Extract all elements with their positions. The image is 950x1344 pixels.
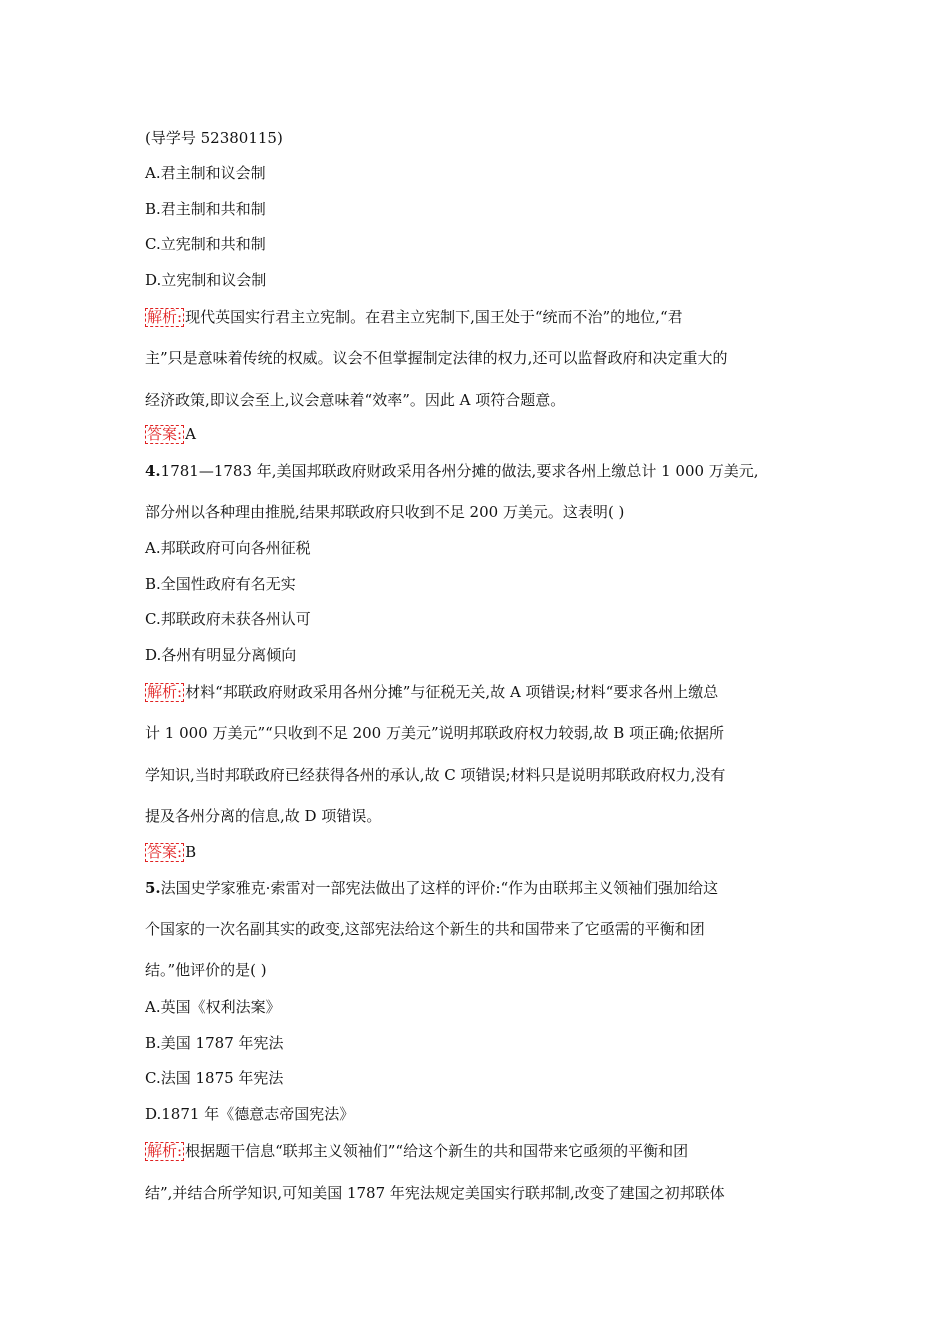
answer-label: 答案: (147, 843, 183, 861)
analysis-text: 根据题干信息“联邦主义领袖们”“给这个新生的共和国带来它亟须的平衡和团 (185, 1142, 689, 1160)
answer-value: A (185, 425, 196, 443)
answer-label: 答案: (147, 425, 183, 443)
question-text: 1781—1783 年,美国邦联政府财政采用各州分摊的做法,要求各州上缴总计 1 000 万美元, (160, 462, 759, 480)
option-a: A.邦联政府可向各州征税 (145, 539, 311, 557)
question-4-stem (145, 461, 759, 481)
answer-line (145, 424, 196, 444)
question-number: 4. (145, 462, 161, 480)
option-c: C.邦联政府未获各州认可 (145, 610, 311, 628)
analysis-text: 结”,并结合所学知识,可知美国 1787 年宪法规定美国实行联邦制,改变了建国之初邦联体 (145, 1184, 725, 1202)
question-5-stem (145, 878, 718, 898)
analysis-text: 计 1 000 万美元”“只收到不足 200 万美元”说明邦联政府权力较弱,故 B 项正确;依据所 (145, 724, 725, 742)
answer-value: B (185, 843, 197, 861)
analysis-label: 解析: (147, 1142, 183, 1160)
analysis-label: 解析: (147, 683, 183, 701)
option-d: D.立宪制和议会制 (145, 271, 267, 289)
question-text: 个国家的一次名副其实的政变,这部宪法给这个新生的共和国带来了它亟需的平衡和团 (145, 920, 705, 938)
analysis-line (145, 682, 718, 702)
option-a: A.英国《权利法案》 (145, 998, 281, 1016)
option-b: B.君主制和共和制 (145, 200, 266, 218)
option-a: A.君主制和议会制 (145, 164, 266, 182)
option-d: D.1871 年《德意志帝国宪法》 (145, 1105, 355, 1123)
option-b: B.全国性政府有名无实 (145, 575, 296, 593)
analysis-line (145, 1141, 688, 1161)
question-text: 结。”他评价的是( ) (145, 961, 267, 979)
question-text: 部分州以各种理由推脱,结果邦联政府只收到不足 200 万美元。这表明( ) (145, 503, 625, 521)
option-c: C.立宪制和共和制 (145, 235, 266, 253)
analysis-text: 经济政策,即议会至上,议会意味着“效率”。因此 A 项符合题意。 (145, 391, 566, 409)
analysis-label: 解析: (147, 308, 183, 326)
question-text: 法国史学家雅克·索雷对一部宪法做出了这样的评价:“作为由联邦主义领袖们强加给这 (160, 879, 719, 897)
question-reference-number: (导学号 52380115) (145, 129, 283, 147)
option-d: D.各州有明显分离倾向 (145, 646, 297, 664)
option-c: C.法国 1875 年宪法 (145, 1069, 284, 1087)
analysis-text: 学知识,当时邦联政府已经获得各州的承认,故 C 项错误;材料只是说明邦联政府权力,没有 (145, 766, 726, 784)
analysis-line (145, 307, 683, 327)
analysis-text: 提及各州分离的信息,故 D 项错误。 (145, 807, 382, 825)
question-number: 5. (145, 879, 161, 897)
option-b: B.美国 1787 年宪法 (145, 1034, 284, 1052)
analysis-text: 现代英国实行君主立宪制。在君主立宪制下,国王处于“统而不治”的地位,“君 (185, 308, 683, 326)
answer-line (145, 842, 196, 862)
analysis-text: 材料“邦联政府财政采用各州分摊”与征税无关,故 A 项错误;材料“要求各州上缴总 (185, 683, 719, 701)
analysis-text: 主”只是意味着传统的权威。议会不但掌握制定法律的权力,还可以监督政府和决定重大的 (145, 349, 728, 367)
